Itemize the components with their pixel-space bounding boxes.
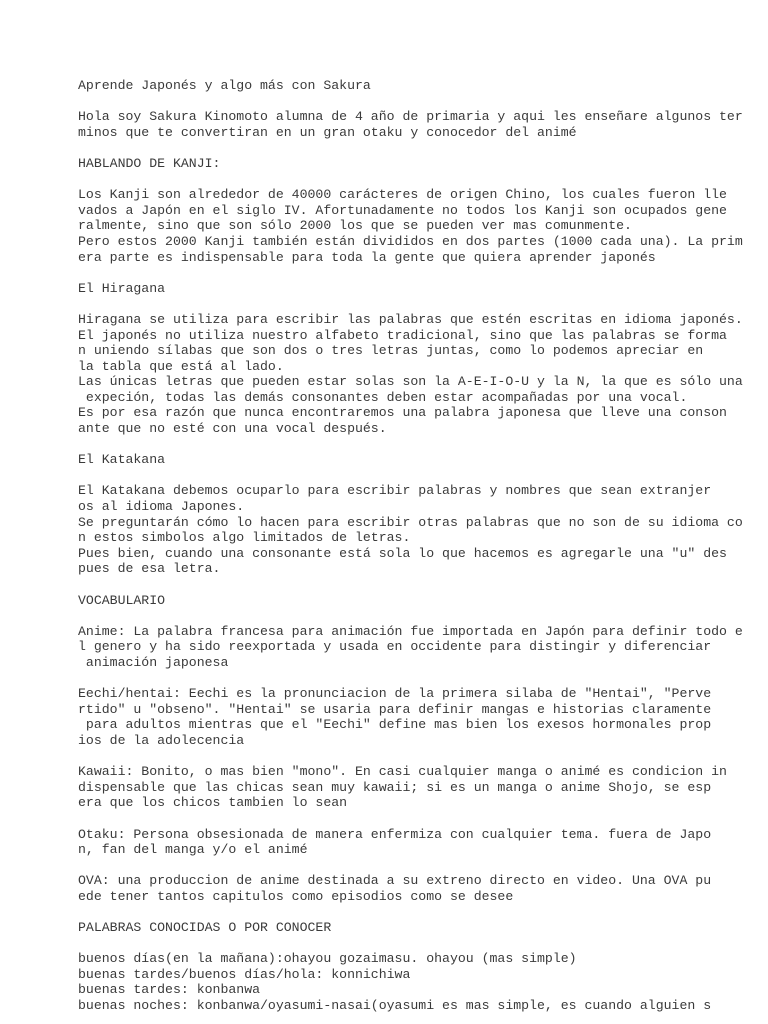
blank-line: [78, 94, 758, 110]
text-line: vados a Japón en el siglo IV. Afortunadamente no todos los Kanji son ocupados gene: [78, 202, 727, 218]
text-line: El Hiragana: [78, 280, 166, 296]
text-line: Hiragana se utiliza para escribir las palabras que estén escritas en idioma japonés.: [78, 311, 743, 327]
text-line: Eechi/hentai: Eechi es la pronunciacion de la primera silaba de "Hentai", "Perve: [78, 686, 712, 702]
text-line: l genero y ha sido reexportada y usada en occidente para distingir y diferenciar: [78, 639, 712, 655]
blank-line: [78, 577, 758, 593]
text-line: Pues bien, cuando una consonante está sola lo que hacemos es agregarle una "u" des: [78, 545, 727, 561]
text-line: Otaku: Persona obsesionada de manera enfermiza con cualquier tema. fuera de Japo: [78, 826, 712, 842]
blank-line: [78, 671, 758, 687]
text-line: Kawaii: Bonito, o mas bien "mono". En casi cualquier manga o animé es condicion in: [78, 764, 727, 780]
text-line: dispensable que las chicas sean muy kawaii; si es un manga o anime Shojo, se esp: [78, 779, 712, 795]
text-line: rtido" u "obseno". "Hentai" se usaria para definir mangas e historias claramente: [78, 701, 712, 717]
text-line: era parte es indispensable para toda la gente que quiera aprender japonés: [78, 249, 656, 265]
text-line: Hola soy Sakura Kinomoto alumna de 4 año de primaria y aqui les enseñare algunos ter: [78, 109, 743, 125]
text-line: n uniendo sílabas que son dos o tres letras juntas, como lo podemos apreciar en: [78, 343, 704, 359]
text-line: buenas tardes: konbanwa: [78, 982, 261, 998]
text-line: n estos simbolos algo limitados de letras.: [78, 530, 411, 546]
blank-line: [78, 749, 758, 765]
blank-line: [78, 811, 758, 827]
blank-line: [78, 172, 758, 188]
text-line: buenas noches: konbanwa/oyasumi-nasai(oyasumi es mas simple, es cuando alguien s: [78, 998, 712, 1014]
text-line: Pero estos 2000 Kanji también están divididos en dos partes (1000 cada una). La prim: [78, 233, 743, 249]
text-line: ede tener tantos capitulos como episodios como se desee: [78, 888, 514, 904]
text-line: minos que te convertiran en un gran otaku y conocedor del animé: [78, 124, 577, 140]
text-line: era que los chicos tambien lo sean: [78, 795, 348, 811]
text-line: VOCABULARIO: [78, 592, 166, 608]
text-line: os al idioma Japones.: [78, 499, 245, 515]
text-line: ios de la adolecencia: [78, 732, 245, 748]
text-line: Aprende Japonés y algo más con Sakura: [78, 78, 371, 93]
blank-line: [78, 140, 758, 156]
document-page: [78, 78, 758, 1014]
text-line: El japonés no utiliza nuestro alfabeto tradicional, sino que las palabras se forma: [78, 327, 727, 343]
text-line: la tabla que está al lado.: [78, 358, 284, 374]
text-line: Es por esa razón que nunca encontraremos una palabra japonesa que lleve una conson: [78, 405, 727, 421]
blank-line: [78, 936, 758, 952]
text-line: buenas tardes/buenos días/hola: konnichiwa: [78, 966, 411, 982]
text-line: Los Kanji son alrededor de 40000 carácteres de origen Chino, los cuales fueron lle: [78, 187, 727, 203]
text-line: El Katakana: [78, 452, 166, 468]
text-line: buenos días(en la mañana):ohayou gozaimasu. ohayou (mas simple): [78, 951, 577, 967]
blank-line: [78, 468, 758, 484]
text-line: PALABRAS CONOCIDAS O POR CONOCER: [78, 920, 332, 936]
text-line: Se preguntarán cómo lo hacen para escribir otras palabras que no son de su idioma co: [78, 514, 743, 530]
text-line: Anime: La palabra francesa para animación fue importada en Japón para definir todo e: [78, 623, 743, 639]
blank-line: [78, 437, 758, 453]
text-line: HABLANDO DE KANJI:: [78, 155, 221, 171]
text-line: expeción, todas las demás consonantes deben estar acompañadas por una vocal.: [78, 389, 688, 405]
text-line: Las únicas letras que pueden estar solas son la A-E-I-O-U y la N, la que es sólo una: [78, 374, 743, 390]
text-line: para adultos mientras que el "Eechi" define mas bien los exesos hormonales prop: [78, 717, 712, 733]
text-line: ante que no esté con una vocal después.: [78, 421, 387, 437]
blank-line: [78, 296, 758, 312]
text-line: ralmente, sino que son sólo 2000 los que se pueden ver mas comunmente.: [78, 218, 632, 234]
blank-line: [78, 265, 758, 281]
blank-line: [78, 904, 758, 920]
text-line: El Katakana debemos ocuparlo para escribir palabras y nombres que sean extranjer: [78, 483, 712, 499]
text-line: n, fan del manga y/o el animé: [78, 842, 308, 858]
text-line: OVA: una produccion de anime destinada a su extreno directo en video. Una OVA pu: [78, 873, 712, 889]
blank-line: [78, 858, 758, 874]
blank-line: [78, 608, 758, 624]
text-line: pues de esa letra.: [78, 561, 221, 577]
text-line: animación japonesa: [78, 654, 229, 670]
